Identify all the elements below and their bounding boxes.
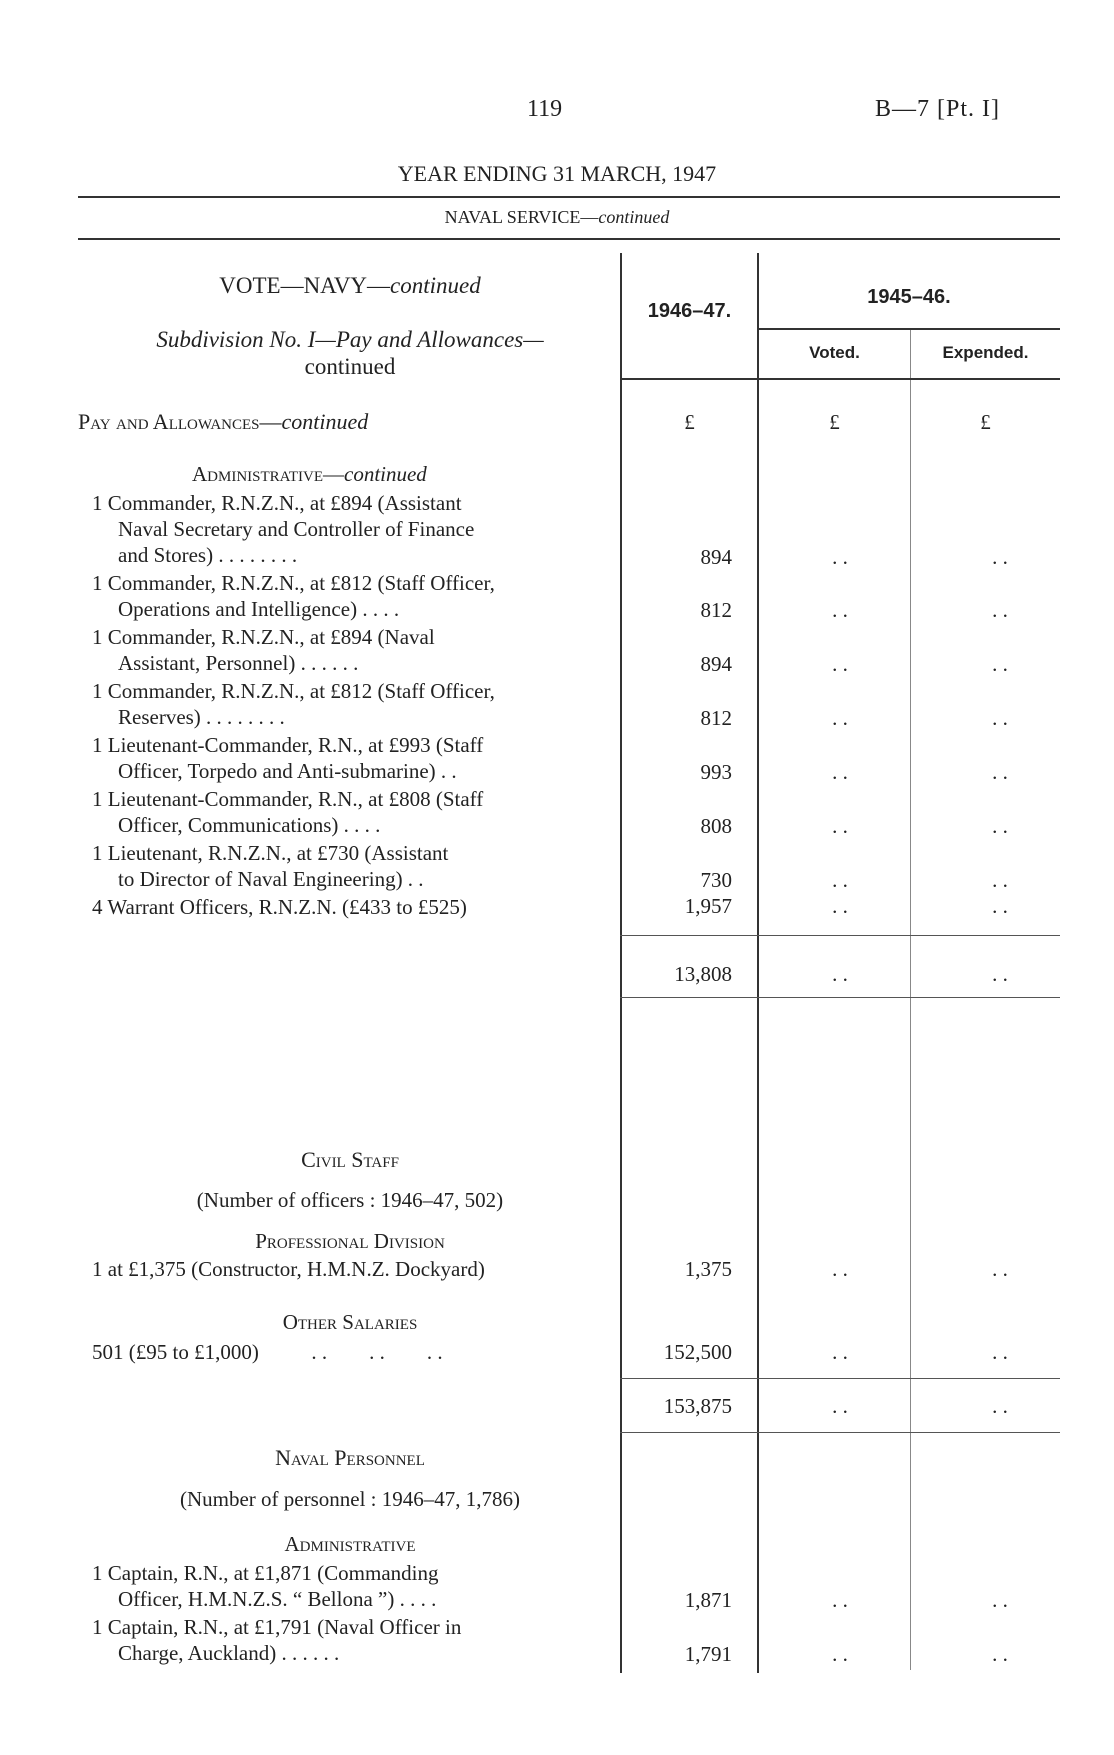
voted-value: . . <box>832 1394 848 1418</box>
civil-total-rule-bottom <box>620 1432 1060 1433</box>
professional-item: 1 at £1,375 (Constructor, H.M.N.Z. Dockyard) <box>92 1257 485 1281</box>
voted-value: . . <box>832 760 848 784</box>
voted-value: . . <box>832 814 848 838</box>
list-item: 4 Warrant Officers, R.N.Z.N. (£433 to £525) <box>92 895 467 919</box>
list-item: 1 Commander, R.N.Z.N., at £894 (Assistant Naval Secretary and Controller of Finance and Stores) . . . . . . . . <box>92 491 475 567</box>
amount-1946-47: 152,500 <box>663 1340 732 1364</box>
admin-subtotal: 13,808 <box>674 962 732 986</box>
voted-value: . . <box>832 894 848 918</box>
page-title: YEAR ENDING 31 MARCH, 1947 <box>397 161 717 186</box>
voted-value: . . <box>832 962 848 986</box>
column-expended: Expended. <box>942 343 1029 362</box>
column-1945-46: 1945–46. <box>867 286 951 308</box>
civil-staff-total: 153,875 <box>663 1394 732 1418</box>
expended-value: . . <box>992 868 1008 892</box>
expended-value: . . <box>992 1588 1008 1612</box>
amount-1946-47: 812 <box>700 706 732 730</box>
expended-value: . . <box>992 598 1008 622</box>
other-salaries-item: 501 (£95 to £1,000) . . . . . . <box>92 1340 443 1364</box>
expended-value: . . <box>992 814 1008 838</box>
expended-value: . . <box>992 760 1008 784</box>
list-item: 1 Captain, R.N., at £1,871 (Commanding Officer, H.M.N.Z.S. “ Bellona ”) . . . . <box>92 1561 439 1611</box>
page-number: 119 <box>527 96 563 122</box>
expended-value: . . <box>992 706 1008 730</box>
column-divider-right <box>910 330 911 1670</box>
amount-1946-47: 894 <box>700 652 732 676</box>
voted-value: . . <box>832 598 848 622</box>
civil-staff-heading: Civil Staff <box>301 1147 399 1172</box>
amount-1946-47: 993 <box>700 760 732 784</box>
expended-value: . . <box>992 545 1008 569</box>
subdivision-continued: continued <box>304 354 396 379</box>
voted-value: . . <box>832 1257 848 1281</box>
currency-expended: £ <box>980 410 991 434</box>
pay-allowances-heading: Pay and Allowances—continued <box>78 409 369 434</box>
administrative-heading: Administrative—continued <box>192 462 427 486</box>
voted-value: . . <box>832 545 848 569</box>
currency-voted: £ <box>829 410 840 434</box>
subtotal-rule-top <box>620 935 1060 936</box>
professional-division-heading: Professional Division <box>255 1229 445 1253</box>
voted-value: . . <box>832 652 848 676</box>
naval-personnel-heading: Naval Personnel <box>275 1445 425 1470</box>
expended-value: . . <box>992 1257 1008 1281</box>
title-rule <box>78 196 1060 198</box>
expended-value: . . <box>992 1340 1008 1364</box>
section-rule <box>78 238 1060 240</box>
amount-1946-47: 1,791 <box>684 1642 732 1666</box>
voted-value: . . <box>832 1340 848 1364</box>
subdivision-title: Subdivision No. I—Pay and Allowances— <box>156 327 544 352</box>
amount-1946-47: 894 <box>700 545 732 569</box>
section-title: NAVAL SERVICE—continued <box>444 207 670 227</box>
list-item: 1 Lieutenant-Commander, R.N., at £993 (Staff Officer, Torpedo and Anti-submarine) . . <box>92 733 484 783</box>
expended-value: . . <box>992 962 1008 986</box>
amount-1946-47: 1,957 <box>684 894 732 918</box>
amount-1946-47: 808 <box>700 814 732 838</box>
list-item: 1 Commander, R.N.Z.N., at £812 (Staff Officer, Reserves) . . . . . . . . <box>92 679 495 729</box>
list-item: 1 Commander, R.N.Z.N., at £894 (Naval Assistant, Personnel) . . . . . . <box>92 625 435 675</box>
expended-value: . . <box>992 894 1008 918</box>
voted-value: . . <box>832 706 848 730</box>
civil-total-rule-top <box>620 1378 1060 1379</box>
voted-value: . . <box>832 1642 848 1666</box>
document-reference: B—7 [Pt. I] <box>875 96 1000 122</box>
personnel-administrative-heading: Administrative <box>284 1532 416 1556</box>
vote-title: VOTE—NAVY—continued <box>219 273 481 298</box>
subtotal-rule-bottom <box>620 997 1060 998</box>
other-salaries-heading: Other Salaries <box>282 1310 418 1334</box>
list-item: 1 Captain, R.N., at £1,791 (Naval Officer in Charge, Auckland) . . . . . . <box>92 1615 462 1665</box>
list-item: 1 Commander, R.N.Z.N., at £812 (Staff Officer, Operations and Intelligence) . . . . <box>92 571 495 621</box>
civil-staff-count: (Number of officers : 1946–47, 502) <box>196 1188 504 1212</box>
expended-value: . . <box>992 652 1008 676</box>
column-head-rule <box>620 378 1060 380</box>
naval-personnel-count: (Number of personnel : 1946–47, 1,786) <box>179 1487 521 1511</box>
column-voted: Voted. <box>809 343 860 362</box>
voted-value: . . <box>832 1588 848 1612</box>
amount-1946-47: 730 <box>700 868 732 892</box>
column-1946-47: 1946–47. <box>647 300 732 322</box>
prior-year-rule <box>757 328 1060 330</box>
column-divider-middle <box>757 253 759 1673</box>
expended-value: . . <box>992 1642 1008 1666</box>
list-item: 1 Lieutenant-Commander, R.N., at £808 (Staff Officer, Communications) . . . . <box>92 787 484 837</box>
amount-1946-47: 1,375 <box>684 1257 732 1281</box>
expended-value: . . <box>992 1394 1008 1418</box>
currency-1946-47: £ <box>684 410 695 434</box>
amount-1946-47: 812 <box>700 598 732 622</box>
amount-1946-47: 1,871 <box>684 1588 732 1612</box>
voted-value: . . <box>832 868 848 892</box>
list-item: 1 Lieutenant, R.N.Z.N., at £730 (Assistant to Director of Naval Engineering) . . <box>92 841 449 891</box>
